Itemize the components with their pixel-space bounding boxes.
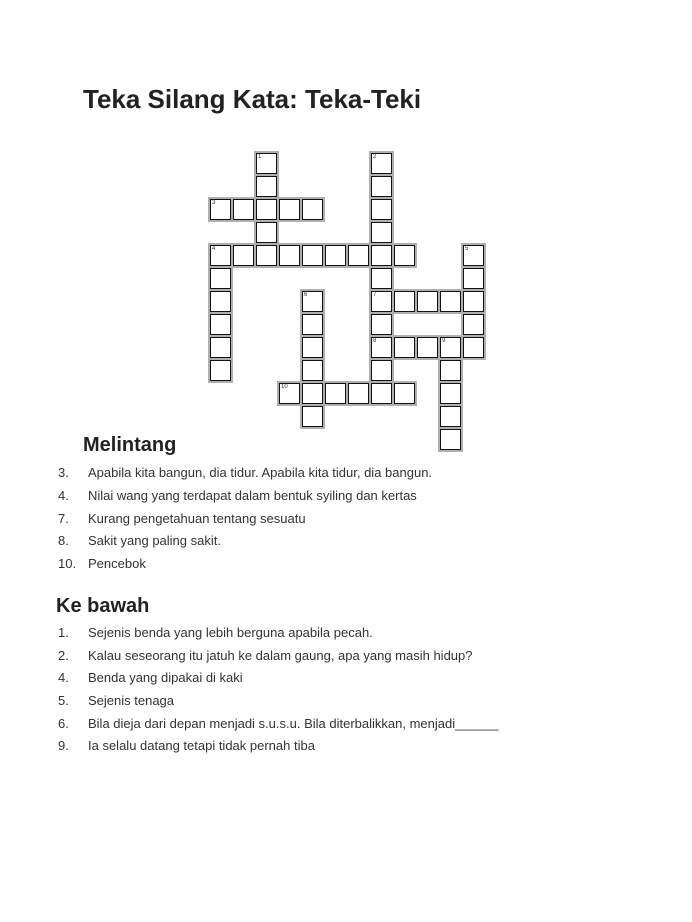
grid-cell [371, 245, 392, 266]
grid-cell [302, 383, 323, 404]
across-clue-10: 10. Pencebok [58, 556, 146, 571]
grid-cell [440, 429, 461, 450]
across-clue-7: 7. Kurang pengetahuan tentang sesuatu [58, 511, 306, 526]
grid-cell [302, 245, 323, 266]
grid-cell [394, 291, 415, 312]
grid-cell [371, 291, 392, 312]
grid-cell [233, 245, 254, 266]
down-clue-4: 4. Benda yang dipakai di kaki [58, 670, 243, 685]
down-clue-2: 2. Kalau seseorang itu jatuh ke dalam gaung, apa yang masih hidup? [58, 648, 473, 663]
grid-cell [463, 337, 484, 358]
grid-cell [302, 406, 323, 427]
grid-cell [210, 291, 231, 312]
clue-number: 6 [304, 292, 308, 298]
grid-cell [256, 153, 277, 174]
grid-cell [440, 383, 461, 404]
grid-cell [210, 314, 231, 335]
grid-cell [210, 360, 231, 381]
grid-cell [210, 268, 231, 289]
down-heading: Ke bawah [56, 595, 150, 617]
grid-cell [279, 383, 300, 404]
grid-cell [256, 199, 277, 220]
clue-number: 2 [373, 154, 377, 160]
grid-cell [210, 245, 231, 266]
grid-cell [279, 245, 300, 266]
across-heading: Melintang [83, 434, 177, 456]
grid-cell [371, 337, 392, 358]
clue-number: 7 [373, 292, 377, 298]
grid-cell [371, 360, 392, 381]
across-clue-3: 3. Apabila kita bangun, dia tidur. Apabila kita tidur, dia bangun. [58, 465, 433, 480]
grid-cell [371, 268, 392, 289]
grid-cell [371, 383, 392, 404]
grid-cell [302, 360, 323, 381]
down-clue-9: 9. Ia selalu datang tetapi tidak pernah tiba [58, 738, 315, 753]
crossword-grid [0, 0, 692, 440]
clue-number: 3 [212, 200, 216, 206]
across-clue-8: 8. Sakit yang paling sakit. [58, 533, 221, 548]
grid-cell [325, 245, 346, 266]
grid-cell [371, 199, 392, 220]
grid-cell [394, 383, 415, 404]
clue-number: 5 [465, 246, 469, 252]
grid-cell [371, 176, 392, 197]
grid-cell [417, 291, 438, 312]
grid-cell [463, 314, 484, 335]
grid-cell [279, 199, 300, 220]
across-clue-4: 4. Nilai wang yang terdapat dalam bentuk syiling dan kertas [58, 488, 417, 503]
grid-cell [325, 383, 346, 404]
grid-cell [348, 245, 369, 266]
grid-cell [210, 337, 231, 358]
grid-cell [394, 337, 415, 358]
grid-cell [256, 176, 277, 197]
grid-cell [348, 383, 369, 404]
down-clue-5: 5. Sejenis tenaga [58, 693, 175, 708]
clue-number: 8 [373, 338, 377, 344]
grid-cell [371, 314, 392, 335]
grid-cell [371, 153, 392, 174]
clue-number: 9 [442, 338, 446, 344]
clue-number: 4 [212, 246, 216, 252]
grid-cell [440, 360, 461, 381]
clue-number: 1 [258, 154, 262, 160]
grid-cell [440, 406, 461, 427]
page-title: Teka Silang Kata: Teka-Teki [83, 84, 422, 114]
down-clue-1: 1. Sejenis benda yang lebih berguna apabila pecah. [58, 625, 373, 640]
grid-cell [417, 337, 438, 358]
down-clue-6: 6. Bila dieja dari depan menjadi s.u.s.u. Bila diterbalikkan, menjadi______ [58, 716, 499, 731]
grid-cell [256, 222, 277, 243]
grid-cell [302, 199, 323, 220]
grid-cell [463, 245, 484, 266]
grid-cell [302, 337, 323, 358]
grid-cell [210, 199, 231, 220]
grid-cell [440, 337, 461, 358]
grid-cell [371, 222, 392, 243]
grid-cell [440, 291, 461, 312]
grid-cell [394, 245, 415, 266]
grid-cell [302, 291, 323, 312]
grid-cell [233, 199, 254, 220]
grid-cell [256, 245, 277, 266]
grid-cell [463, 291, 484, 312]
grid-cell [463, 268, 484, 289]
clue-number: 10 [281, 384, 288, 390]
grid-cell [302, 314, 323, 335]
